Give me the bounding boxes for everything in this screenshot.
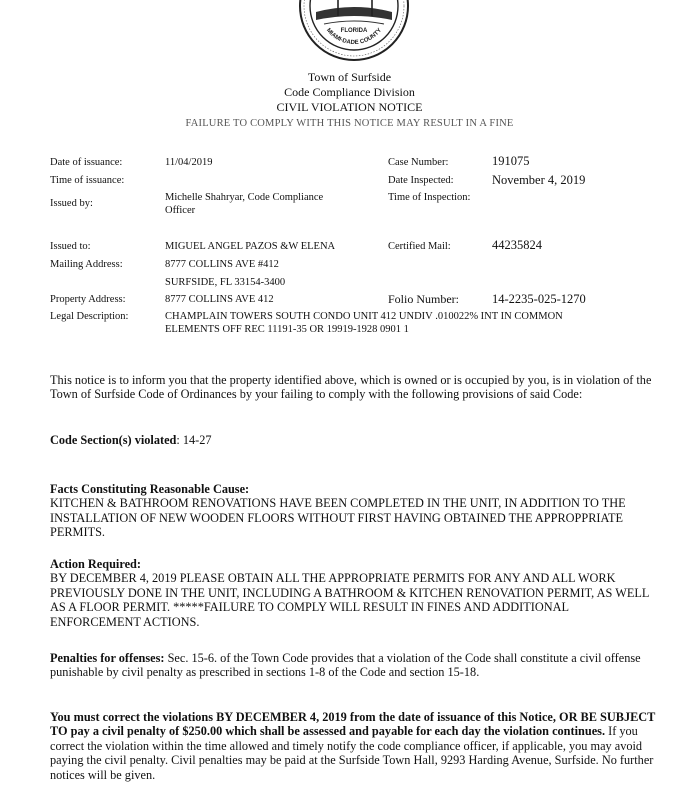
facts-label: Facts Constituting Reasonable Cause: bbox=[50, 482, 250, 496]
facts-paragraph bbox=[50, 482, 660, 540]
mailing-address-line1: 8777 COLLINS AVE #412 bbox=[165, 259, 279, 270]
code-section-value: : 14-27 bbox=[176, 433, 212, 447]
time-of-issuance-label: Time of issuance: bbox=[50, 175, 125, 186]
penalties-label: Penalties for offenses: bbox=[50, 651, 165, 665]
fine-warning: FAILURE TO COMPLY WITH THIS NOTICE MAY RESULT IN A FINE bbox=[185, 118, 514, 129]
correction-paragraph bbox=[50, 710, 660, 782]
correction-text: If you correct the violation within the time allowed and timely notify the code compliance officer, if applicable, you may avoid paying the civil penalty. Civil penalties may be paid at the Surfside Town Hall, 9293 Harding Avenue, Surfside. No further notices will be given. bbox=[50, 724, 654, 782]
mailing-address-label: Mailing Address: bbox=[50, 259, 123, 270]
division-name: Code Compliance Division bbox=[284, 85, 415, 99]
issued-by-label: Issued by: bbox=[50, 198, 93, 209]
certified-mail-label: Certified Mail: bbox=[388, 241, 451, 252]
time-of-inspection-label: Time of Inspection: bbox=[388, 192, 471, 203]
mailing-address-line2: SURFSIDE, FL 33154-3400 bbox=[165, 277, 286, 288]
date-of-issuance-value: 11/04/2019 bbox=[165, 157, 213, 168]
facts-text: KITCHEN & BATHROOM RENOVATIONS HAVE BEEN COMPLETED IN THE UNIT, IN ADDITION TO THE INSTALLATION OF NEW WOODEN FLOORS WITHOUT FIRST HAVING OBTAINED THE APPROPPRIATE PERMITS. bbox=[50, 496, 626, 540]
property-address-label: Property Address: bbox=[50, 294, 126, 305]
code-section-paragraph bbox=[50, 433, 660, 447]
case-number-label: Case Number: bbox=[388, 157, 449, 168]
folio-number-value: 14-2235-025-1270 bbox=[492, 292, 586, 306]
issued-to-value: MIGUEL ANGEL PAZOS &W ELENA bbox=[165, 241, 336, 252]
penalties-text: Sec. 15-6. of the Town Code provides that a violation of the Code shall constitute a civil offense punishable by civil penalty as prescribed in sections 1-8 of the Code and section 15-18. bbox=[50, 651, 641, 680]
issued-to-label: Issued to: bbox=[50, 241, 91, 252]
issued-by-line2: Officer bbox=[165, 205, 196, 216]
notice-title: CIVIL VIOLATION NOTICE bbox=[276, 100, 423, 114]
action-paragraph bbox=[50, 557, 660, 629]
action-text: BY DECEMBER 4, 2019 PLEASE OBTAIN ALL THE APPROPRIATE PERMITS FOR ANY AND ALL WORK PREVIOUSLY DONE IN THE UNIT, INCLUDING A BATHROOM & KITCHEN RENOVATION PERMIT, AS WELL AS A FLOOR PERMIT. *****FAILURE TO COMPLY WILL RESULT IN FINES AND ADDITIONAL ENFORCEMENT ACTIONS. bbox=[50, 571, 649, 629]
date-inspected-value: November 4, 2019 bbox=[492, 173, 586, 187]
legal-description-line2: ELEMENTS OFF REC 11191-35 OR 19919-1928 0901 1 bbox=[165, 324, 409, 335]
town-seal bbox=[298, 0, 410, 62]
issued-by-line1: Michelle Shahryar, Code Compliance bbox=[165, 192, 324, 203]
notice-header bbox=[0, 70, 699, 131]
date-inspected-label: Date Inspected: bbox=[388, 175, 454, 186]
legal-description-label: Legal Description: bbox=[50, 311, 129, 322]
property-address-value: 8777 COLLINS AVE 412 bbox=[165, 294, 274, 305]
seal-bottom-text: MIAMI-DADE COUNTY bbox=[324, 27, 384, 47]
seal-top-text: FLORIDA bbox=[340, 28, 368, 34]
intro-paragraph: This notice is to inform you that the property identified above, which is owned or is occupied by you, is in violation of the Town of Surfside Code of Ordinances by your failing to comply with the following provisions of said Code: bbox=[50, 373, 652, 402]
date-of-issuance-label: Date of issuance: bbox=[50, 157, 123, 168]
code-section-label: Code Section(s) violated bbox=[50, 433, 177, 447]
case-number-value: 191075 bbox=[492, 154, 530, 168]
town-name: Town of Surfside bbox=[307, 70, 392, 84]
correction-bold-text: You must correct the violations BY DECEMBER 4, 2019 from the date of issuance of this Notice, OR BE SUBJECT TO pay a civil penalty of $250.00 which shall be assessed and payable for each day the violation continues. bbox=[50, 710, 656, 739]
folio-number-label: Folio Number: bbox=[388, 292, 459, 306]
action-label: Action Required: bbox=[50, 557, 141, 571]
penalties-paragraph bbox=[50, 651, 660, 680]
legal-description-line1: CHAMPLAIN TOWERS SOUTH CONDO UNIT 412 UNDIV .010022% INT IN COMMON bbox=[165, 311, 563, 322]
certified-mail-value: 44235824 bbox=[492, 238, 542, 252]
